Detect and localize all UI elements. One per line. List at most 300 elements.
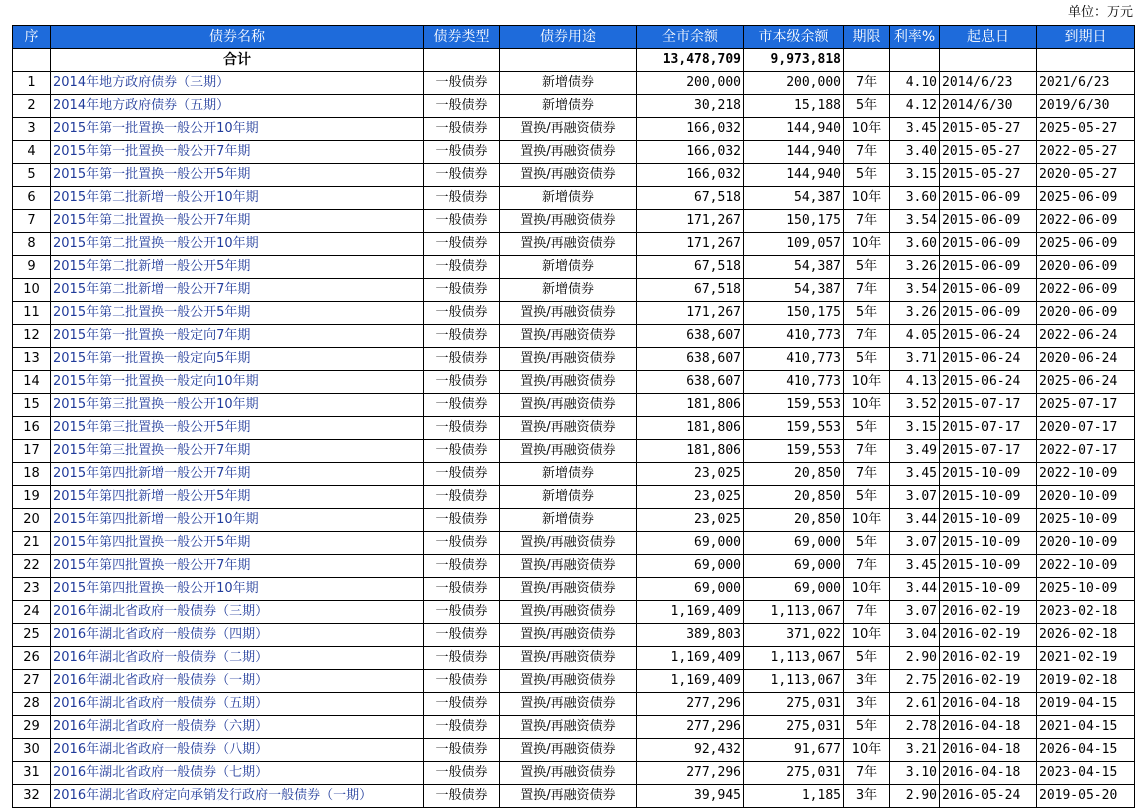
row-rate[interactable]: 3.07 (890, 486, 940, 509)
header-term[interactable]: 期限 (844, 26, 890, 49)
row-type[interactable]: 一般债券 (424, 394, 500, 417)
row-start-date[interactable]: 2016-02-19 (940, 601, 1037, 624)
row-name[interactable]: 2016年湖北省政府一般债券（二期） (51, 647, 424, 670)
row-end-date[interactable]: 2021-02-19 (1037, 647, 1135, 670)
row-type[interactable]: 一般债券 (424, 647, 500, 670)
row-name[interactable]: 2014年地方政府债券（五期） (51, 95, 424, 118)
header-type[interactable]: 债券类型 (424, 26, 500, 49)
row-type[interactable]: 一般债券 (424, 739, 500, 762)
row-seq[interactable]: 17 (13, 440, 51, 463)
row-start-date[interactable]: 2016-05-24 (940, 785, 1037, 808)
row-end-date[interactable]: 2020-10-09 (1037, 486, 1135, 509)
row-term[interactable]: 5年 (844, 417, 890, 440)
row-start-date[interactable]: 2015-10-09 (940, 463, 1037, 486)
row-city-balance[interactable]: 23,025 (637, 486, 744, 509)
total-city-balance[interactable]: 13,478,709 (637, 49, 744, 72)
row-type[interactable]: 一般债券 (424, 716, 500, 739)
row-name[interactable]: 2015年第四批新增一般公开7年期 (51, 463, 424, 486)
row-start-date[interactable]: 2016-04-18 (940, 716, 1037, 739)
row-seq[interactable]: 30 (13, 739, 51, 762)
row-name[interactable]: 2015年第二批新增一般公开5年期 (51, 256, 424, 279)
row-city-level-balance[interactable]: 275,031 (744, 693, 844, 716)
row-seq[interactable]: 8 (13, 233, 51, 256)
row-city-level-balance[interactable]: 144,940 (744, 164, 844, 187)
row-rate[interactable]: 4.10 (890, 72, 940, 95)
row-use[interactable]: 置换/再融资债券 (500, 417, 637, 440)
row-seq[interactable]: 4 (13, 141, 51, 164)
row-end-date[interactable]: 2019-04-15 (1037, 693, 1135, 716)
row-rate[interactable]: 2.90 (890, 647, 940, 670)
row-city-balance[interactable]: 1,169,409 (637, 670, 744, 693)
row-end-date[interactable]: 2022-06-24 (1037, 325, 1135, 348)
row-city-balance[interactable]: 30,218 (637, 95, 744, 118)
row-type[interactable]: 一般债券 (424, 440, 500, 463)
row-name[interactable]: 2016年湖北省政府一般债券（一期） (51, 670, 424, 693)
row-term[interactable]: 10年 (844, 624, 890, 647)
row-city-level-balance[interactable]: 20,850 (744, 486, 844, 509)
row-name[interactable]: 2015年第四批置换一般公开5年期 (51, 532, 424, 555)
row-end-date[interactable]: 2022-10-09 (1037, 463, 1135, 486)
row-use[interactable]: 置换/再融资债券 (500, 601, 637, 624)
header-start-date[interactable]: 起息日 (940, 26, 1037, 49)
row-name[interactable]: 2016年湖北省政府定向承销发行政府一般债券（一期） (51, 785, 424, 808)
row-end-date[interactable]: 2025-06-24 (1037, 371, 1135, 394)
row-end-date[interactable]: 2020-07-17 (1037, 417, 1135, 440)
row-name[interactable]: 2016年湖北省政府一般债券（四期） (51, 624, 424, 647)
row-seq[interactable]: 31 (13, 762, 51, 785)
row-end-date[interactable]: 2020-06-09 (1037, 256, 1135, 279)
row-name[interactable]: 2014年地方政府债券（三期） (51, 72, 424, 95)
row-use[interactable]: 置换/再融资债券 (500, 348, 637, 371)
row-term[interactable]: 5年 (844, 95, 890, 118)
row-seq[interactable]: 27 (13, 670, 51, 693)
row-city-balance[interactable]: 23,025 (637, 463, 744, 486)
row-rate[interactable]: 3.45 (890, 118, 940, 141)
row-start-date[interactable]: 2015-06-09 (940, 187, 1037, 210)
row-seq[interactable]: 28 (13, 693, 51, 716)
row-city-balance[interactable]: 67,518 (637, 187, 744, 210)
row-end-date[interactable]: 2020-05-27 (1037, 164, 1135, 187)
row-city-balance[interactable]: 166,032 (637, 141, 744, 164)
row-seq[interactable]: 25 (13, 624, 51, 647)
row-type[interactable]: 一般债券 (424, 486, 500, 509)
row-use[interactable]: 新增债券 (500, 256, 637, 279)
row-term[interactable]: 10年 (844, 509, 890, 532)
row-rate[interactable]: 3.44 (890, 578, 940, 601)
row-seq[interactable]: 1 (13, 72, 51, 95)
row-city-level-balance[interactable]: 159,553 (744, 440, 844, 463)
row-start-date[interactable]: 2015-05-27 (940, 164, 1037, 187)
row-type[interactable]: 一般债券 (424, 348, 500, 371)
row-start-date[interactable]: 2015-06-24 (940, 371, 1037, 394)
row-use[interactable]: 新增债券 (500, 509, 637, 532)
row-rate[interactable]: 3.45 (890, 463, 940, 486)
row-use[interactable]: 置换/再融资债券 (500, 716, 637, 739)
row-end-date[interactable]: 2019/6/30 (1037, 95, 1135, 118)
row-city-balance[interactable]: 69,000 (637, 578, 744, 601)
row-term[interactable]: 10年 (844, 187, 890, 210)
row-city-level-balance[interactable]: 109,057 (744, 233, 844, 256)
row-seq[interactable]: 5 (13, 164, 51, 187)
row-city-balance[interactable]: 69,000 (637, 532, 744, 555)
row-rate[interactable]: 3.21 (890, 739, 940, 762)
row-term[interactable]: 7年 (844, 463, 890, 486)
row-start-date[interactable]: 2015-07-17 (940, 417, 1037, 440)
row-type[interactable]: 一般债券 (424, 601, 500, 624)
row-use[interactable]: 置换/再融资债券 (500, 624, 637, 647)
row-city-level-balance[interactable]: 54,387 (744, 256, 844, 279)
row-city-balance[interactable]: 23,025 (637, 509, 744, 532)
row-term[interactable]: 7年 (844, 141, 890, 164)
row-seq[interactable]: 24 (13, 601, 51, 624)
row-seq[interactable]: 9 (13, 256, 51, 279)
row-seq[interactable]: 20 (13, 509, 51, 532)
row-city-level-balance[interactable]: 20,850 (744, 509, 844, 532)
row-seq[interactable]: 22 (13, 555, 51, 578)
row-rate[interactable]: 3.26 (890, 256, 940, 279)
row-type[interactable]: 一般债券 (424, 417, 500, 440)
row-rate[interactable]: 3.07 (890, 601, 940, 624)
row-name[interactable]: 2015年第三批置换一般公开5年期 (51, 417, 424, 440)
row-type[interactable]: 一般债券 (424, 164, 500, 187)
row-name[interactable]: 2015年第四批新增一般公开5年期 (51, 486, 424, 509)
row-city-balance[interactable]: 277,296 (637, 716, 744, 739)
row-city-level-balance[interactable]: 275,031 (744, 762, 844, 785)
row-end-date[interactable]: 2020-06-24 (1037, 348, 1135, 371)
row-seq[interactable]: 23 (13, 578, 51, 601)
row-start-date[interactable]: 2015-10-09 (940, 532, 1037, 555)
row-term[interactable]: 7年 (844, 555, 890, 578)
row-seq[interactable]: 21 (13, 532, 51, 555)
row-rate[interactable]: 2.61 (890, 693, 940, 716)
row-end-date[interactable]: 2025-07-17 (1037, 394, 1135, 417)
row-type[interactable]: 一般债券 (424, 210, 500, 233)
row-city-balance[interactable]: 67,518 (637, 256, 744, 279)
header-seq[interactable]: 序 (13, 26, 51, 49)
row-name[interactable]: 2016年湖北省政府一般债券（六期） (51, 716, 424, 739)
row-use[interactable]: 置换/再融资债券 (500, 693, 637, 716)
row-use[interactable]: 新增债券 (500, 187, 637, 210)
row-seq[interactable]: 3 (13, 118, 51, 141)
row-city-balance[interactable]: 277,296 (637, 693, 744, 716)
row-use[interactable]: 置换/再融资债券 (500, 141, 637, 164)
row-term[interactable]: 10年 (844, 371, 890, 394)
row-rate[interactable]: 3.54 (890, 279, 940, 302)
row-use[interactable]: 置换/再融资债券 (500, 371, 637, 394)
row-start-date[interactable]: 2016-02-19 (940, 624, 1037, 647)
row-type[interactable]: 一般债券 (424, 463, 500, 486)
row-type[interactable]: 一般债券 (424, 72, 500, 95)
row-rate[interactable]: 3.45 (890, 555, 940, 578)
row-start-date[interactable]: 2015-05-27 (940, 141, 1037, 164)
row-type[interactable]: 一般债券 (424, 693, 500, 716)
row-end-date[interactable]: 2026-02-18 (1037, 624, 1135, 647)
row-type[interactable]: 一般债券 (424, 279, 500, 302)
row-start-date[interactable]: 2016-04-18 (940, 739, 1037, 762)
row-seq[interactable]: 14 (13, 371, 51, 394)
row-city-level-balance[interactable]: 1,113,067 (744, 647, 844, 670)
row-term[interactable]: 5年 (844, 716, 890, 739)
row-name[interactable]: 2015年第一批置换一般公开7年期 (51, 141, 424, 164)
row-city-balance[interactable]: 171,267 (637, 210, 744, 233)
row-rate[interactable]: 3.15 (890, 164, 940, 187)
total-seq[interactable] (13, 49, 51, 72)
row-seq[interactable]: 10 (13, 279, 51, 302)
row-seq[interactable]: 6 (13, 187, 51, 210)
row-end-date[interactable]: 2022-10-09 (1037, 555, 1135, 578)
row-end-date[interactable]: 2022-06-09 (1037, 279, 1135, 302)
row-city-balance[interactable]: 638,607 (637, 371, 744, 394)
row-start-date[interactable]: 2014/6/23 (940, 72, 1037, 95)
row-term[interactable]: 7年 (844, 279, 890, 302)
row-name[interactable]: 2015年第四批新增一般公开10年期 (51, 509, 424, 532)
row-city-level-balance[interactable]: 159,553 (744, 417, 844, 440)
row-city-level-balance[interactable]: 150,175 (744, 210, 844, 233)
row-end-date[interactable]: 2021/6/23 (1037, 72, 1135, 95)
row-city-level-balance[interactable]: 371,022 (744, 624, 844, 647)
row-start-date[interactable]: 2015-06-09 (940, 210, 1037, 233)
row-type[interactable]: 一般债券 (424, 624, 500, 647)
row-name[interactable]: 2015年第一批置换一般公开10年期 (51, 118, 424, 141)
row-name[interactable]: 2015年第二批置换一般公开10年期 (51, 233, 424, 256)
row-name[interactable]: 2015年第一批置换一般定向7年期 (51, 325, 424, 348)
row-name[interactable]: 2016年湖北省政府一般债券（七期） (51, 762, 424, 785)
row-end-date[interactable]: 2020-06-09 (1037, 302, 1135, 325)
row-term[interactable]: 10年 (844, 394, 890, 417)
row-rate[interactable]: 3.71 (890, 348, 940, 371)
row-end-date[interactable]: 2026-04-15 (1037, 739, 1135, 762)
row-name[interactable]: 2015年第二批置换一般公开5年期 (51, 302, 424, 325)
row-city-balance[interactable]: 69,000 (637, 555, 744, 578)
row-end-date[interactable]: 2025-06-09 (1037, 187, 1135, 210)
row-seq[interactable]: 15 (13, 394, 51, 417)
row-rate[interactable]: 3.15 (890, 417, 940, 440)
header-city-level-balance[interactable]: 市本级余额 (744, 26, 844, 49)
row-term[interactable]: 5年 (844, 486, 890, 509)
row-term[interactable]: 3年 (844, 785, 890, 808)
header-end-date[interactable]: 到期日 (1037, 26, 1135, 49)
row-city-level-balance[interactable]: 20,850 (744, 463, 844, 486)
row-name[interactable]: 2016年湖北省政府一般债券（八期） (51, 739, 424, 762)
row-city-balance[interactable]: 277,296 (637, 762, 744, 785)
row-end-date[interactable]: 2021-04-15 (1037, 716, 1135, 739)
row-seq[interactable]: 13 (13, 348, 51, 371)
row-rate[interactable]: 2.78 (890, 716, 940, 739)
row-start-date[interactable]: 2015-10-09 (940, 486, 1037, 509)
row-use[interactable]: 新增债券 (500, 279, 637, 302)
header-city-balance[interactable]: 全市余额 (637, 26, 744, 49)
row-type[interactable]: 一般债券 (424, 532, 500, 555)
row-type[interactable]: 一般债券 (424, 785, 500, 808)
row-seq[interactable]: 19 (13, 486, 51, 509)
row-start-date[interactable]: 2015-10-09 (940, 578, 1037, 601)
row-use[interactable]: 置换/再融资债券 (500, 532, 637, 555)
row-name[interactable]: 2015年第三批置换一般公开10年期 (51, 394, 424, 417)
row-type[interactable]: 一般债券 (424, 95, 500, 118)
row-start-date[interactable]: 2016-02-19 (940, 670, 1037, 693)
row-city-level-balance[interactable]: 410,773 (744, 348, 844, 371)
row-type[interactable]: 一般债券 (424, 118, 500, 141)
row-city-level-balance[interactable]: 1,113,067 (744, 670, 844, 693)
header-name[interactable]: 债券名称 (51, 26, 424, 49)
row-city-level-balance[interactable]: 410,773 (744, 371, 844, 394)
row-use[interactable]: 置换/再融资债券 (500, 739, 637, 762)
row-rate[interactable]: 3.40 (890, 141, 940, 164)
row-city-balance[interactable]: 67,518 (637, 279, 744, 302)
row-use[interactable]: 置换/再融资债券 (500, 440, 637, 463)
row-city-balance[interactable]: 39,945 (637, 785, 744, 808)
row-term[interactable]: 5年 (844, 256, 890, 279)
header-rate[interactable]: 利率% (890, 26, 940, 49)
row-city-level-balance[interactable]: 410,773 (744, 325, 844, 348)
row-rate[interactable]: 3.10 (890, 762, 940, 785)
row-city-level-balance[interactable]: 91,677 (744, 739, 844, 762)
row-term[interactable]: 7年 (844, 72, 890, 95)
row-city-level-balance[interactable]: 69,000 (744, 578, 844, 601)
row-city-level-balance[interactable]: 54,387 (744, 187, 844, 210)
row-city-level-balance[interactable]: 54,387 (744, 279, 844, 302)
row-city-level-balance[interactable]: 69,000 (744, 532, 844, 555)
row-end-date[interactable]: 2022-06-09 (1037, 210, 1135, 233)
row-rate[interactable]: 2.90 (890, 785, 940, 808)
row-start-date[interactable]: 2015-06-09 (940, 233, 1037, 256)
row-seq[interactable]: 11 (13, 302, 51, 325)
row-type[interactable]: 一般债券 (424, 233, 500, 256)
row-end-date[interactable]: 2023-02-18 (1037, 601, 1135, 624)
total-term[interactable] (844, 49, 890, 72)
row-seq[interactable]: 16 (13, 417, 51, 440)
total-label[interactable]: 合计 (51, 49, 424, 72)
row-type[interactable]: 一般债券 (424, 578, 500, 601)
row-city-balance[interactable]: 166,032 (637, 118, 744, 141)
row-seq[interactable]: 2 (13, 95, 51, 118)
row-type[interactable]: 一般债券 (424, 325, 500, 348)
row-use[interactable]: 置换/再融资债券 (500, 785, 637, 808)
row-name[interactable]: 2015年第二批置换一般公开7年期 (51, 210, 424, 233)
row-end-date[interactable]: 2019-02-18 (1037, 670, 1135, 693)
row-name[interactable]: 2015年第四批置换一般公开10年期 (51, 578, 424, 601)
row-use[interactable]: 置换/再融资债券 (500, 762, 637, 785)
row-end-date[interactable]: 2025-10-09 (1037, 509, 1135, 532)
row-start-date[interactable]: 2015-07-17 (940, 440, 1037, 463)
row-rate[interactable]: 3.44 (890, 509, 940, 532)
row-city-balance[interactable]: 171,267 (637, 302, 744, 325)
row-city-level-balance[interactable]: 144,940 (744, 141, 844, 164)
row-city-balance[interactable]: 181,806 (637, 440, 744, 463)
row-use[interactable]: 置换/再融资债券 (500, 325, 637, 348)
row-use[interactable]: 置换/再融资债券 (500, 394, 637, 417)
row-use[interactable]: 新增债券 (500, 95, 637, 118)
row-rate[interactable]: 4.13 (890, 371, 940, 394)
row-city-balance[interactable]: 638,607 (637, 325, 744, 348)
row-term[interactable]: 5年 (844, 302, 890, 325)
row-city-level-balance[interactable]: 200,000 (744, 72, 844, 95)
row-end-date[interactable]: 2019-05-20 (1037, 785, 1135, 808)
row-start-date[interactable]: 2016-04-18 (940, 693, 1037, 716)
row-city-level-balance[interactable]: 1,185 (744, 785, 844, 808)
total-city-level-balance[interactable]: 9,973,818 (744, 49, 844, 72)
row-term[interactable]: 7年 (844, 210, 890, 233)
row-use[interactable]: 置换/再融资债券 (500, 164, 637, 187)
row-name[interactable]: 2015年第一批置换一般定向5年期 (51, 348, 424, 371)
row-start-date[interactable]: 2016-04-18 (940, 762, 1037, 785)
row-start-date[interactable]: 2014/6/30 (940, 95, 1037, 118)
header-use[interactable]: 债券用途 (500, 26, 637, 49)
row-rate[interactable]: 3.07 (890, 532, 940, 555)
row-city-balance[interactable]: 638,607 (637, 348, 744, 371)
row-rate[interactable]: 2.75 (890, 670, 940, 693)
row-city-balance[interactable]: 181,806 (637, 394, 744, 417)
row-term[interactable]: 10年 (844, 578, 890, 601)
row-start-date[interactable]: 2015-10-09 (940, 555, 1037, 578)
total-use[interactable] (500, 49, 637, 72)
row-seq[interactable]: 12 (13, 325, 51, 348)
row-use[interactable]: 置换/再融资债券 (500, 670, 637, 693)
row-start-date[interactable]: 2015-06-09 (940, 302, 1037, 325)
row-end-date[interactable]: 2025-05-27 (1037, 118, 1135, 141)
row-term[interactable]: 7年 (844, 440, 890, 463)
row-seq[interactable]: 7 (13, 210, 51, 233)
row-term[interactable]: 3年 (844, 670, 890, 693)
row-end-date[interactable]: 2025-06-09 (1037, 233, 1135, 256)
row-start-date[interactable]: 2015-05-27 (940, 118, 1037, 141)
row-rate[interactable]: 3.52 (890, 394, 940, 417)
row-city-level-balance[interactable]: 144,940 (744, 118, 844, 141)
row-term[interactable]: 7年 (844, 325, 890, 348)
row-end-date[interactable]: 2023-04-15 (1037, 762, 1135, 785)
row-name[interactable]: 2015年第二批新增一般公开7年期 (51, 279, 424, 302)
row-rate[interactable]: 4.12 (890, 95, 940, 118)
row-use[interactable]: 置换/再融资债券 (500, 118, 637, 141)
row-use[interactable]: 置换/再融资债券 (500, 647, 637, 670)
row-end-date[interactable]: 2022-05-27 (1037, 141, 1135, 164)
row-start-date[interactable]: 2015-06-24 (940, 325, 1037, 348)
row-type[interactable]: 一般债券 (424, 256, 500, 279)
row-city-level-balance[interactable]: 150,175 (744, 302, 844, 325)
row-type[interactable]: 一般债券 (424, 141, 500, 164)
row-name[interactable]: 2015年第四批置换一般公开7年期 (51, 555, 424, 578)
row-seq[interactable]: 26 (13, 647, 51, 670)
row-name[interactable]: 2015年第一批置换一般公开5年期 (51, 164, 424, 187)
row-start-date[interactable]: 2015-06-09 (940, 279, 1037, 302)
row-seq[interactable]: 29 (13, 716, 51, 739)
row-term[interactable]: 7年 (844, 762, 890, 785)
row-seq[interactable]: 32 (13, 785, 51, 808)
row-city-balance[interactable]: 1,169,409 (637, 601, 744, 624)
row-term[interactable]: 7年 (844, 601, 890, 624)
row-type[interactable]: 一般债券 (424, 555, 500, 578)
row-use[interactable]: 新增债券 (500, 463, 637, 486)
row-start-date[interactable]: 2015-06-09 (940, 256, 1037, 279)
row-city-level-balance[interactable]: 1,113,067 (744, 601, 844, 624)
row-rate[interactable]: 3.54 (890, 210, 940, 233)
row-seq[interactable]: 18 (13, 463, 51, 486)
row-city-level-balance[interactable]: 159,553 (744, 394, 844, 417)
row-term[interactable]: 5年 (844, 348, 890, 371)
row-use[interactable]: 置换/再融资债券 (500, 233, 637, 256)
row-use[interactable]: 新增债券 (500, 72, 637, 95)
row-city-balance[interactable]: 389,803 (637, 624, 744, 647)
row-use[interactable]: 置换/再融资债券 (500, 302, 637, 325)
row-type[interactable]: 一般债券 (424, 762, 500, 785)
row-end-date[interactable]: 2022-07-17 (1037, 440, 1135, 463)
row-rate[interactable]: 3.26 (890, 302, 940, 325)
row-term[interactable]: 5年 (844, 164, 890, 187)
total-type[interactable] (424, 49, 500, 72)
row-rate[interactable]: 3.04 (890, 624, 940, 647)
row-type[interactable]: 一般债券 (424, 509, 500, 532)
row-city-level-balance[interactable]: 69,000 (744, 555, 844, 578)
